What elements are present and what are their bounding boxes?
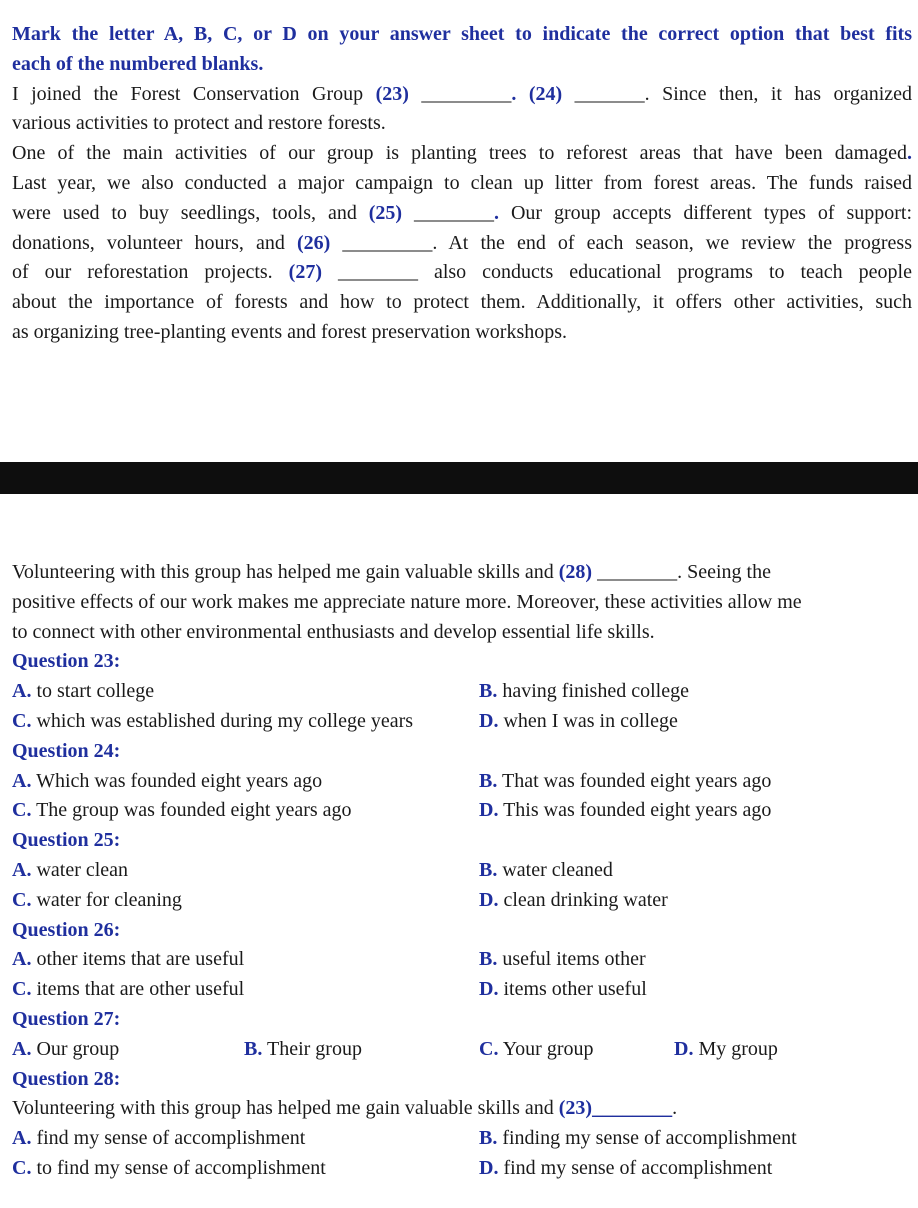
option-c[interactable]: C. which was established during my college years [12,709,414,732]
option-d[interactable]: D. find my sense of accomplishment [479,1156,773,1179]
option-row [12,796,912,826]
blank-number-23: (23) [375,82,409,105]
option-c[interactable]: C. items that are other useful [12,978,245,1001]
instruction-line-2: each of the numbered blanks. [12,52,264,75]
option-a[interactable]: A. Our group [12,1037,120,1060]
option-a[interactable]: A. to start college [12,680,155,703]
option-row [12,707,912,737]
question-title: Question 26: [12,918,121,941]
passage-line: donations, volunteer hours, and (26) _________. At the end of each season, we review the progress [12,231,912,254]
option-b[interactable]: B. useful items other [479,948,646,971]
top-passage-block [12,20,912,348]
option-row [12,1124,912,1154]
option-a[interactable]: A. water clean [12,858,129,881]
passage-line: to connect with other environmental enthusiasts and develop essential life skills. [12,620,655,643]
option-row [12,1154,912,1184]
passage-line: various activities to protect and restore forests. [12,112,386,135]
option-b[interactable]: B. finding my sense of accomplishment [479,1127,797,1150]
blank-number-25: (25) [368,201,403,224]
passage-line: positive effects of our work makes me appreciate nature more. Moreover, these activities allow me [12,590,802,613]
passage-line: about the importance of forests and how to protect them. Additionally, it offers other activities, such [12,291,912,314]
option-row [12,945,912,975]
option-a[interactable]: A. other items that are useful [12,948,245,971]
option-b[interactable]: B. That was founded eight years ago [479,769,772,792]
passage-line: Volunteering with this group has helped me gain valuable skills and (28) ________. Seeing the [12,561,771,583]
question-title: Question 24: [12,739,121,762]
question-title: Question 23: [12,650,121,673]
option-a[interactable]: A. Which was founded eight years ago [12,769,323,792]
passage-line: as organizing tree-planting events and forest preservation workshops. [12,320,568,343]
question-stem: Volunteering with this group has helped me gain valuable skills and (23)________. [12,1097,678,1120]
option-c[interactable]: C. The group was founded eight years ago [12,799,352,822]
blank-number-27: (27) [288,261,322,284]
option-row [12,886,912,916]
passage-line: of our reforestation projects. (27) ________ also conducts educational programs to teach people [12,261,912,284]
bottom-block [12,558,912,1184]
option-a[interactable]: A. find my sense of accomplishment [12,1127,306,1150]
option-b[interactable]: B. having finished college [479,680,689,703]
option-d[interactable]: D. items other useful [479,978,647,1001]
option-d[interactable]: D. when I was in college [479,709,678,732]
option-d[interactable]: D. My group [674,1037,778,1060]
option-row [12,677,912,707]
option-row [12,767,912,797]
option-c[interactable]: C. water for cleaning [12,888,182,911]
option-row [12,975,912,1005]
option-d[interactable]: D. clean drinking water [479,888,668,911]
blank-number-28: (28) [558,561,593,583]
option-b[interactable]: B. water cleaned [479,858,613,881]
option-b[interactable]: B. Their group [244,1037,362,1060]
passage-line: Last year, we also conducted a major campaign to clean up litter from forest areas. The funds raised [12,171,912,194]
blank-number-24: (24) [528,82,563,105]
passage-line: One of the main activities of our group is planting trees to reforest areas that have been damaged. [12,142,912,165]
option-c[interactable]: C. to find my sense of accomplishment [12,1156,326,1179]
divider-bar [0,462,918,494]
blank-number: (23) [558,1097,593,1120]
blank-number-26: (26) [296,231,331,254]
question-title: Question 25: [12,829,121,852]
option-row [12,1035,912,1065]
instruction-line-1: Mark the letter A, B, C, or D on your answer sheet to indicate the correct option that best fits [12,23,912,45]
passage-line: I joined the Forest Conservation Group (23) _________. (24) _______. Since then, it has organized [12,82,913,105]
option-d[interactable]: D. This was founded eight years ago [479,799,772,822]
question-title: Question 27: [12,1007,121,1030]
passage-line: were used to buy seedlings, tools, and (25) ________. Our group accepts different types of support: [12,201,913,224]
option-c[interactable]: C. Your group [479,1037,594,1060]
option-row [12,856,912,886]
question-title: Question 28: [12,1067,121,1090]
